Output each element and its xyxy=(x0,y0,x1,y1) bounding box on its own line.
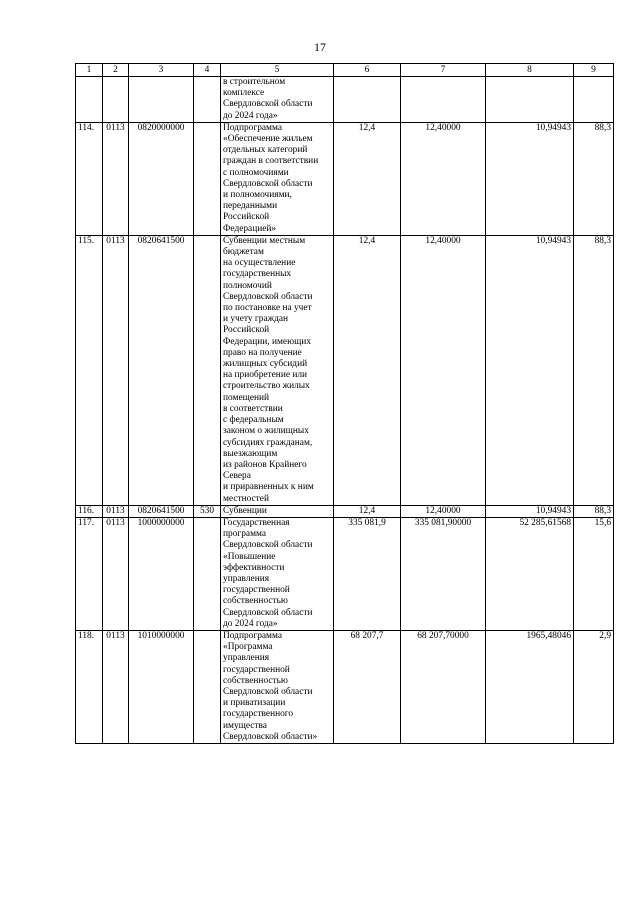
executed-amount: 10,94943 xyxy=(486,505,574,517)
row-number: 116. xyxy=(76,505,103,517)
target-code xyxy=(129,77,194,123)
header-cell: 3 xyxy=(129,64,194,77)
section-code: 0113 xyxy=(103,235,129,505)
header-cell: 1 xyxy=(76,64,103,77)
header-cell: 6 xyxy=(334,64,401,77)
executed-amount: 52 285,61568 xyxy=(486,517,574,630)
expense-type: 530 xyxy=(194,505,221,517)
executed-amount: 1965,48046 xyxy=(486,630,574,743)
target-code: 0820641500 xyxy=(129,505,194,517)
expense-type xyxy=(194,630,221,743)
approved-amount: 12,40000 xyxy=(401,235,486,505)
table-row xyxy=(76,235,614,505)
item-name: в строительном комплексе Свердловской области до 2024 года» xyxy=(221,77,334,123)
execution-percent: 88,3 xyxy=(574,235,614,505)
section-code: 0113 xyxy=(103,630,129,743)
executed-amount: 10,94943 xyxy=(486,122,574,235)
executed-amount: 10,94943 xyxy=(486,235,574,505)
expense-type xyxy=(194,122,221,235)
header-cell: 8 xyxy=(486,64,574,77)
approved-amount xyxy=(401,77,486,123)
expense-type xyxy=(194,235,221,505)
execution-percent: 2,9 xyxy=(574,630,614,743)
page-number: 17 xyxy=(314,40,326,54)
approved-amount: 12,40000 xyxy=(401,122,486,235)
target-code: 1000000000 xyxy=(129,517,194,630)
plan-amount: 12,4 xyxy=(334,235,401,505)
approved-amount: 68 207,70000 xyxy=(401,630,486,743)
plan-amount: 335 081,9 xyxy=(334,517,401,630)
execution-percent: 88,3 xyxy=(574,505,614,517)
item-name: Субвенции xyxy=(221,505,334,517)
section-code: 0113 xyxy=(103,122,129,235)
header-row xyxy=(76,64,614,77)
executed-amount xyxy=(486,77,574,123)
item-name: Подпрограмма «Обеспечение жильем отдельных категорий граждан в соответствии с полномочиями Свердловской области и полномочиями, переданными Российской Федерацией» xyxy=(221,122,334,235)
item-name: Государственная программа Свердловской области «Повышение эффективности управления государственной собственностью Свердловской области до 2024 года» xyxy=(221,517,334,630)
section-code xyxy=(103,77,129,123)
table-row xyxy=(76,122,614,235)
row-number: 118. xyxy=(76,630,103,743)
execution-percent: 88,3 xyxy=(574,122,614,235)
table-row xyxy=(76,505,614,517)
header-cell: 5 xyxy=(221,64,334,77)
target-code: 0820641500 xyxy=(129,235,194,505)
table-row xyxy=(76,630,614,743)
table-row xyxy=(76,77,614,123)
section-code: 0113 xyxy=(103,505,129,517)
budget-table xyxy=(75,63,614,744)
execution-percent: 15,6 xyxy=(574,517,614,630)
row-number: 114. xyxy=(76,122,103,235)
plan-amount: 12,4 xyxy=(334,505,401,517)
approved-amount: 335 081,90000 xyxy=(401,517,486,630)
execution-percent xyxy=(574,77,614,123)
row-number xyxy=(76,77,103,123)
header-cell: 7 xyxy=(401,64,486,77)
row-number: 115. xyxy=(76,235,103,505)
item-name: Подпрограмма «Программа управления государственной собственностью Свердловской области и приватизации государственного имущества Свердловской области» xyxy=(221,630,334,743)
row-number: 117. xyxy=(76,517,103,630)
header-cell: 2 xyxy=(103,64,129,77)
expense-type xyxy=(194,517,221,630)
plan-amount xyxy=(334,77,401,123)
section-code: 0113 xyxy=(103,517,129,630)
plan-amount: 68 207,7 xyxy=(334,630,401,743)
header-cell: 4 xyxy=(194,64,221,77)
approved-amount: 12,40000 xyxy=(401,505,486,517)
expense-type xyxy=(194,77,221,123)
target-code: 1010000000 xyxy=(129,630,194,743)
header-cell: 9 xyxy=(574,64,614,77)
table-row xyxy=(76,517,614,630)
item-name: Субвенции местным бюджетам на осуществление государственных полномочий Свердловской области по постановке на учет и учету граждан Российской Федерации, имеющих право на получение жилищных субсидий на приобретение или строительство жилых помещений в соответствии с федеральным законом о жилищных субсидиях гражданам, выезжающим из районов Крайнего Севера и приравненных к ним местностей xyxy=(221,235,334,505)
target-code: 0820000000 xyxy=(129,122,194,235)
plan-amount: 12,4 xyxy=(334,122,401,235)
